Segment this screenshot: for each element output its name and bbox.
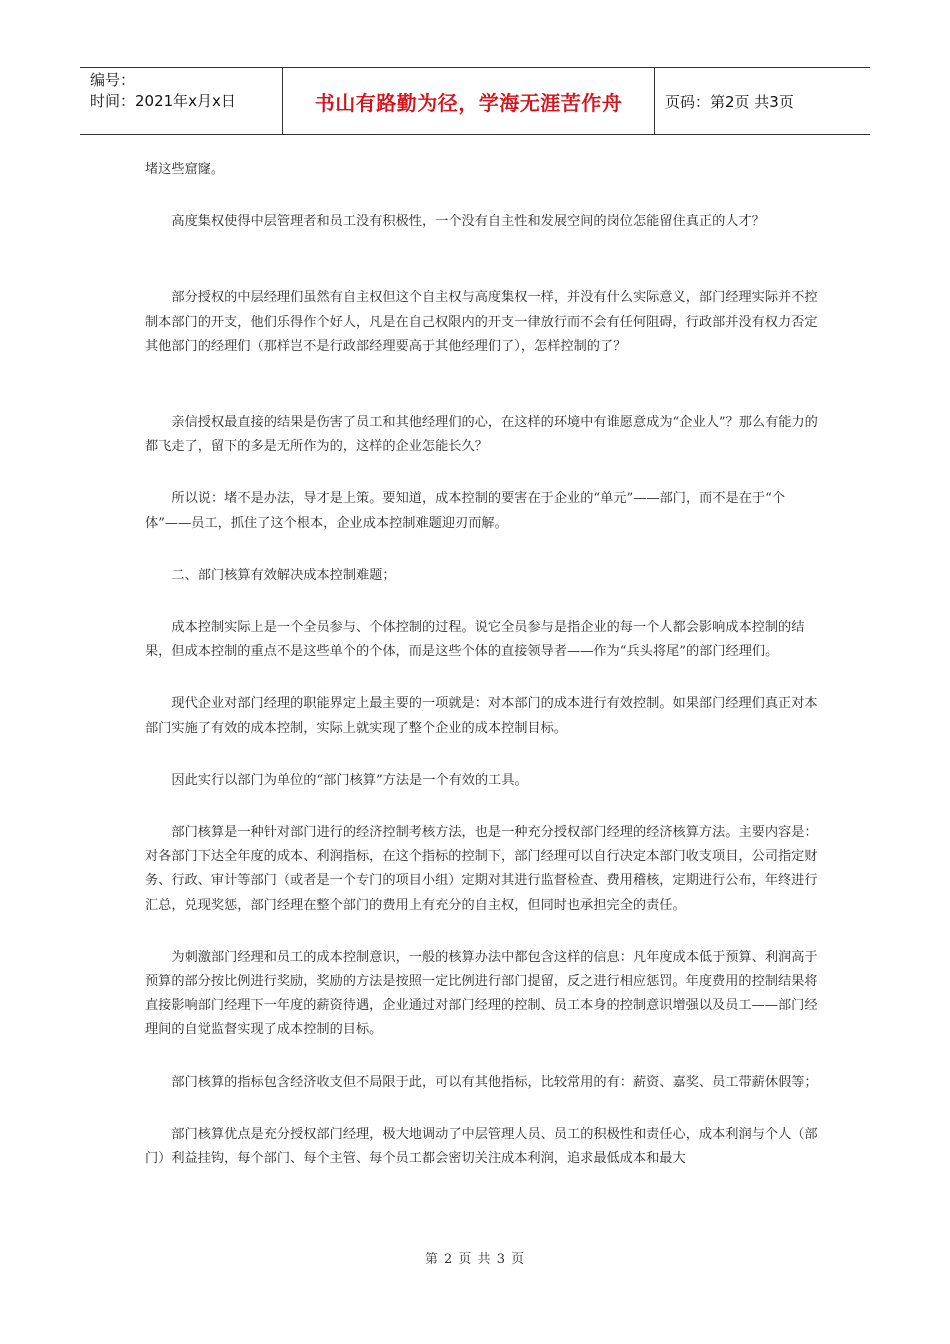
paragraph: 为刺激部门经理和员工的成本控制意识，一般的核算办法中都包含这样的信息：凡年度成本低于预算、利润高于预算的部分按比例进行奖励，奖励的方法是按照一定比例进行部门提留，反之进行相应惩罚。年度费用的控制结果将直接影响部门经理下一年度的薪资待遇，企业通过对部门经理的控制、员工本身的控制意识增强以及员工——部门经理间的自觉监督实现了成本控制的目标。 [145, 949, 818, 1038]
paragraph: 部门核算的指标包含经济收支但不局限于此，可以有其他指标，比较常用的有：薪资、嘉奖、员工带薪休假等； [171, 1074, 818, 1090]
header-motto: 书山有路勤为径，学海无涯苦作舟 [314, 90, 623, 115]
paragraph: 部门核算是一种针对部门进行的经济控制考核方法，也是一种充分授权部门经理的经济核算方法。主要内容是：对各部门下达全年度的成本、利润指标，在这个指标的控制下，部门经理可以自行决定本部门收支项目，公司指定财务、行政、审计等部门（或者是一个专门的项目小组）定期对其进行监督检查、费用稽核，定期进行公布，年终进行汇总，兑现奖惩，部门经理在整个部门的费用上有充分的自主权，但同时也承担完全的责任。 [145, 825, 818, 913]
paragraph: 现代企业对部门经理的职能界定上最主要的一项就是：对本部门的成本进行有效控制。如果部门经理们真正对本部门实施了有效的成本控制，实际上就实现了整个企业的成本控制目标。 [145, 696, 818, 736]
section-heading: 二、部门核算有效解决成本控制难题； [171, 567, 396, 583]
document-body [145, 158, 820, 1171]
paragraph: 部门核算优点是充分授权部门经理，极大地调动了中层管理人员、员工的积极性和责任心，成本利润与个人（部门）利益挂钩，每个部门、每个主管、每个员工都会密切关注成本利润，追求最低成本和最大 [145, 1126, 818, 1167]
header-page-number: 页码：第2页 共3页 [665, 92, 794, 111]
page-footer: 第 2 页 共 3 页 [424, 1252, 526, 1267]
header-time: 时间：2021年x月x日 [90, 92, 236, 110]
header-meta [80, 68, 282, 134]
header-number: 编号： [90, 71, 136, 89]
header-page-cell [655, 68, 870, 134]
document-header [80, 67, 870, 135]
paragraph: 高度集权使得中层管理者和员工没有积极性，一个没有自主性和发展空间的岗位怎能留住真正的人才？ [171, 214, 765, 230]
header-motto-cell [282, 68, 655, 134]
paragraph-continuation: 堵这些窟窿。 [145, 162, 225, 177]
paragraph: 亲信授权最直接的结果是伤害了员工和其他经理们的心，在这样的环境中有谁愿意成为“企业人”？那么有能力的都飞走了，留下的多是无所作为的，这样的企业怎能长久？ [145, 415, 818, 455]
paragraph: 部分授权的中层经理们虽然有自主权但这个自主权与高度集权一样，并没有什么实际意义，部门经理实际并不控制本部门的开支，他们乐得作个好人，凡是在自己权限内的开支一律放行而不会有任何阻碍，行政部并没有权力否定其他部门的经理们（那样岂不是行政部经理要高于其他经理们了），怎样控制的了？ [145, 290, 818, 354]
paragraph: 所以说：堵不是办法，导才是上策。要知道，成本控制的要害在于企业的“单元”——部门，而不是在于“个体”——员工，抓住了这个根本，企业成本控制难题迎刃而解。 [145, 491, 786, 531]
paragraph: 成本控制实际上是一个全员参与、个体控制的过程。说它全员参与是指企业的每一个人都会影响成本控制的结果，但成本控制的重点不是这些单个的个体，而是这些个体的直接领导者——作为“兵头将尾”的部门经理们。 [145, 620, 805, 660]
paragraph: 因此实行以部门为单位的“部门核算”方法是一个有效的工具。 [171, 772, 528, 788]
